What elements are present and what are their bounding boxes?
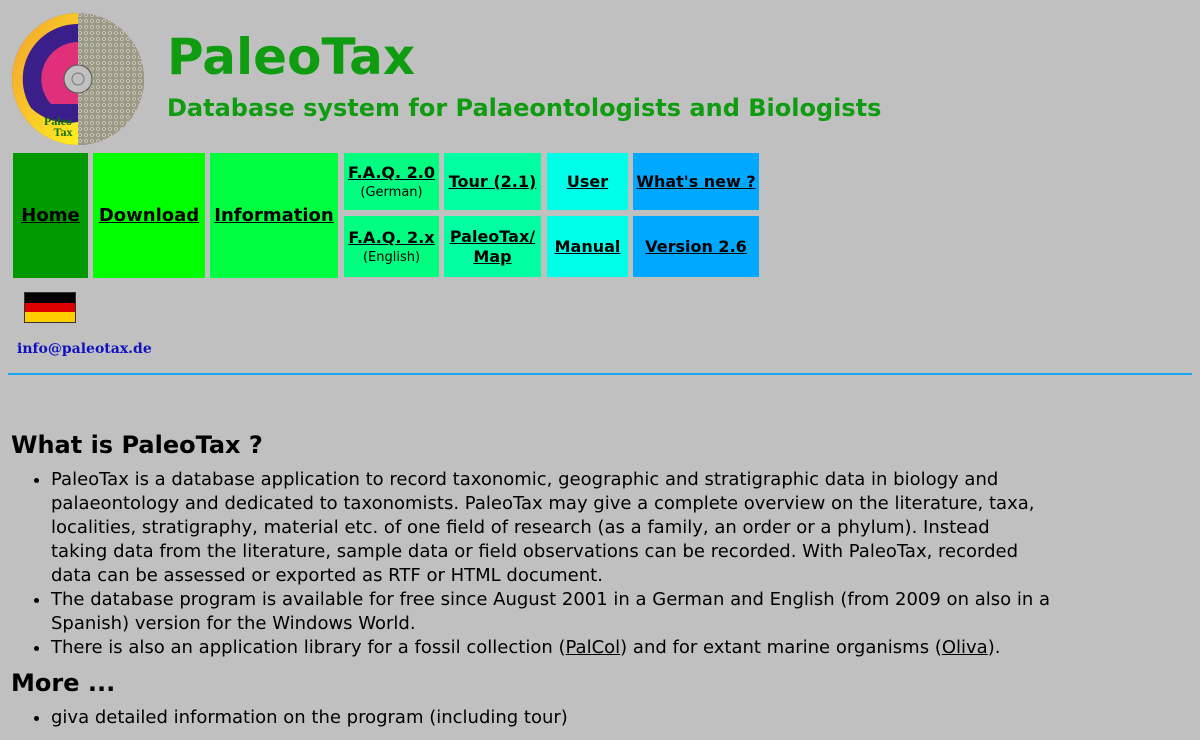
map-link-line1: PaleoTax/ [449,226,536,246]
nav-cell-faq20[interactable] [344,153,439,210]
user-link[interactable]: User [566,171,609,191]
section-heading-more: More ... [11,669,116,697]
nav-cell-home[interactable] [13,153,88,278]
faq2x-language: (English) [362,250,421,265]
whatsnew-link[interactable]: What's new ? [636,171,756,191]
download-link[interactable]: Download [98,204,200,226]
version-link[interactable]: Version 2.6 [645,236,747,256]
bullet3-mid: ) and for extant marine organisms ( [620,637,942,658]
bullet3-pre: There is also an application library for a fossil collection ( [51,637,566,658]
nav-cell-map[interactable] [444,216,541,277]
map-link-line2: Map [473,246,512,266]
palcol-link[interactable]: PalCol [565,637,621,658]
oliva-link[interactable]: Oliva [941,637,988,658]
logo-text-tax: Tax [53,125,73,139]
paleotax-logo [11,12,145,146]
page-header [11,12,1191,146]
divider [8,373,1192,375]
list-item: • PaleoTax is a database application to record taxonomic, geographic and stratigraphic data in biology and palaeontology and dedicated to taxonomists. PaleoTax may give a complete overview on the literature, taxa, localities, stratigraphy, material etc. of one field of research (as a family, an order or a phylum). Instead taking data from the literature, sample data or field observations can be recorded. With PaleoTax, recorded data can be assessed or exported as RTF or HTML document. [51,468,1051,588]
nav-cell-faq2x[interactable] [344,216,439,277]
nav-cell-information[interactable] [210,153,338,278]
section-heading-what-is: What is PaleoTax ? [11,431,263,459]
tour-link[interactable]: Tour (2.1) [448,171,537,191]
bullet3-post: ). [987,637,1001,658]
list-item: • The database program is available for free since August 2001 in a German and English (from 2009 on also in a Spanish) version for the Windows World. [51,588,1051,636]
logo-text-paleo: Paleo [44,114,72,128]
page-title: PaleoTax [167,28,416,86]
main-content [11,428,1051,736]
more-list [11,706,1051,730]
faq20-link[interactable]: F.A.Q. 2.0 [347,163,435,182]
page-subtitle: Database system for Palaeontologists and Biologists [167,94,882,122]
faq20-language: (German) [360,185,423,200]
list-item [51,636,1051,660]
information-link[interactable]: Information [214,204,334,226]
home-link[interactable]: Home [21,204,80,226]
german-flag-icon[interactable] [24,292,76,323]
nav-cell-version[interactable] [633,216,759,277]
nav-cell-user[interactable] [547,153,628,210]
what-is-list [11,468,1051,660]
nav-cell-whatsnew[interactable] [633,153,759,210]
nav-cell-tour[interactable] [444,153,541,210]
email-link[interactable]: info@paleotax.de [17,341,152,357]
nav-cell-manual[interactable] [547,216,628,277]
faq2x-link[interactable]: F.A.Q. 2.x [348,228,435,247]
list-item: • giva detailed information on the program (including tour) [51,706,1051,730]
nav-cell-download[interactable] [93,153,205,278]
manual-link[interactable]: Manual [554,236,621,256]
map-link[interactable] [450,227,535,267]
